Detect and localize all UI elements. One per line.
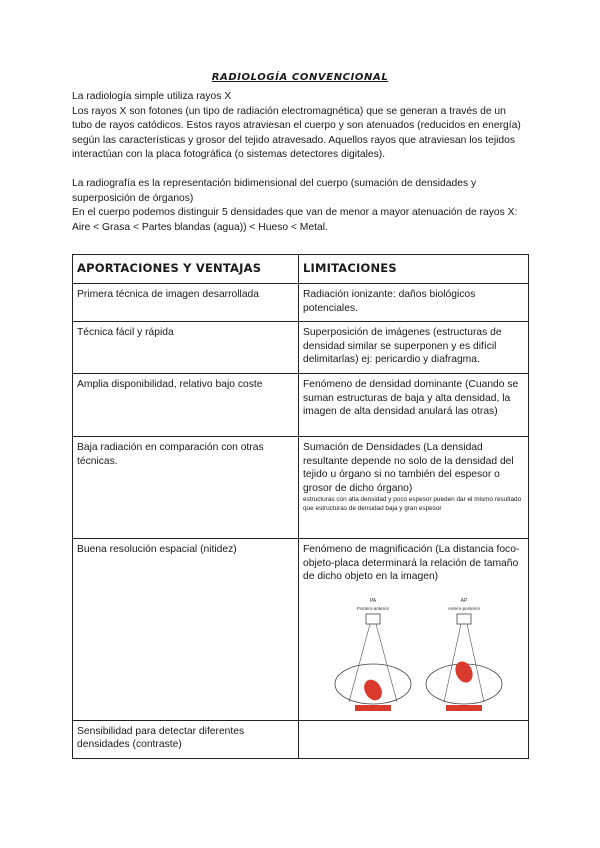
advantage-cell: Sensibilidad para detectar diferentes densidades (contraste) xyxy=(73,720,299,758)
table-row xyxy=(73,373,529,436)
intro-paragraph: La radiología simple utiliza rayos X xyxy=(72,91,232,102)
diagram-label-pa: PA xyxy=(369,597,377,604)
limitation-text: Fenómeno de magnificación (La distancia foco-objeto-placa determinará la relación de tamaño de dicho objeto en la imagen) xyxy=(303,543,520,583)
xray-tube-ap xyxy=(457,614,471,624)
limitation-cell xyxy=(299,538,529,720)
table-row xyxy=(73,322,529,374)
advantage-cell: Amplia disponibilidad, relativo bajo coste xyxy=(73,373,299,436)
densities-paragraph: En el cuerpo podemos distinguir 5 densidades que van de menor a mayor atenuación de rayos X: Aire < Grasa < Partes blandas (agua)) < Hueso < Metal. xyxy=(72,207,518,233)
image-plate-pa xyxy=(355,705,391,711)
advantage-cell: Técnica fácil y rápida xyxy=(73,322,299,374)
xray-tube-pa xyxy=(366,614,380,624)
comparison-table xyxy=(72,254,529,759)
table-row xyxy=(73,436,529,538)
table-header-row xyxy=(73,255,529,284)
image-plate-ap xyxy=(446,705,482,711)
heart-shape-pa xyxy=(361,676,386,703)
xray-definition-paragraph: Los rayos X son fotones (un tipo de radiación electromagnética) que se generan a través de un tubo de rayos catódicos. Estos rayos atraviesan el cuerpo y son atenuados (reducidos en energía) según las características y grosor del tejido atravesado. Aquellos rayos que atraviesan los tejidos interactúan con la placa fotográfica (o sistemas detectores digitales). xyxy=(72,105,521,161)
limitation-cell: Fenómeno de densidad dominante (Cuando se suman estructuras de baja y alta densidad, la imagen de alta densidad anulará las otras) xyxy=(299,373,529,436)
limitation-text: Sumación de Densidades (La densidad resultante depende no solo de la densidad del tejido u órgano si no también del espesor o grosor de dicho órgano) xyxy=(303,441,514,494)
table-row xyxy=(73,720,529,758)
document-page xyxy=(72,72,528,751)
limitation-cell xyxy=(299,720,529,758)
diagram-sub-pa: Postero-anterior xyxy=(356,605,390,611)
table-row xyxy=(73,538,529,720)
limitation-cell xyxy=(299,436,529,538)
table-row xyxy=(73,284,529,322)
header-advantages: APORTACIONES Y VENTAJAS xyxy=(73,255,299,284)
document-title: RADIOLOGÍA CONVENCIONAL xyxy=(211,72,389,83)
limitation-note: estructuras con alta densidad y poco espesor pueden dar el mismo resultado que estructuras de densidad baja y gran espesor xyxy=(303,496,522,512)
diagram-sub-ap: Antero-posterior xyxy=(447,605,481,611)
limitation-cell: Radiación ionizante: daños biológicos potenciales. xyxy=(299,284,529,322)
radiography-paragraph: La radiografía es la representación bidimensional del cuerpo (sumación de densidades y superposición de órganos) xyxy=(72,177,477,204)
diagram-label-ap: AP xyxy=(460,597,468,604)
advantage-cell: Buena resolución espacial (nitidez) xyxy=(73,538,299,720)
beam-line xyxy=(467,624,484,702)
limitation-cell: Superposición de imágenes (estructuras de densidad similar se superponen y es difícil delimitarlas) ej: pericardio y diafragma. xyxy=(299,322,529,374)
magnification-diagram xyxy=(333,596,505,714)
heart-shape-ap xyxy=(452,658,476,685)
header-limitations: LIMITACIONES xyxy=(299,255,529,284)
advantage-cell: Baja radiación en comparación con otras técnicas. xyxy=(73,436,299,538)
advantage-cell: Primera técnica de imagen desarrollada xyxy=(73,284,299,322)
